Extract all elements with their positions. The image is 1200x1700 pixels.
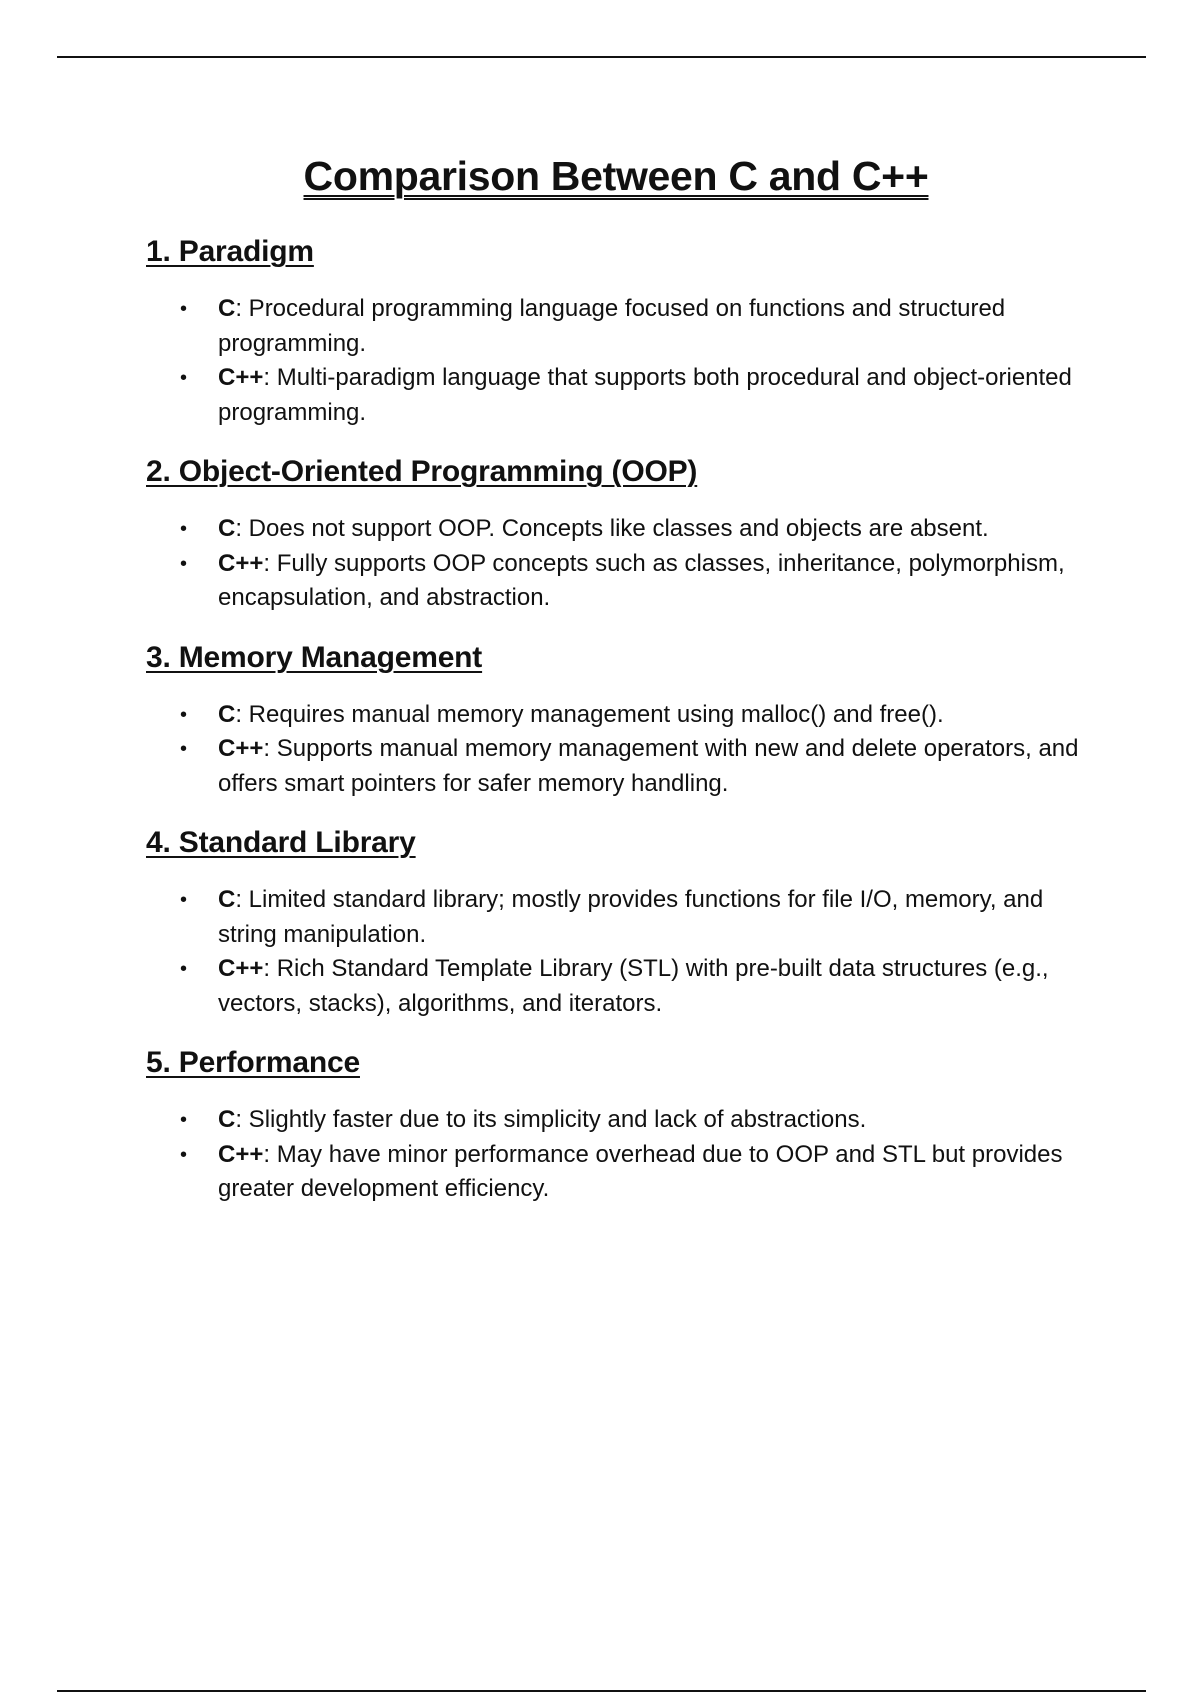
bullet-list <box>146 1103 1086 1207</box>
section-heading: 5. Performance <box>146 1046 360 1079</box>
bullet-icon: • <box>180 552 188 575</box>
bullet-icon: • <box>180 889 188 911</box>
document-body <box>146 150 1086 1229</box>
document-title: Comparison Between C and C++ <box>303 153 929 199</box>
section-standard-library <box>146 823 1086 1021</box>
bullet-icon: • <box>180 1109 188 1131</box>
section-paradigm <box>146 232 1086 430</box>
section-heading: 1. Paradigm <box>146 235 314 268</box>
bullet-icon: • <box>180 738 188 760</box>
bullet-icon: • <box>180 518 188 540</box>
footer-rule <box>57 1690 1146 1692</box>
section-heading: 2. Object-Oriented Programming (OOP) <box>146 455 698 488</box>
list-item: • C: Limited standard library; mostly provides functions for file I/O, memory, and string manipulation. <box>146 883 1086 952</box>
list-item: • C: Does not support OOP. Concepts like classes and objects are absent. <box>146 512 1086 547</box>
bullet-icon: • <box>180 1143 188 1166</box>
list-item: • C: Requires manual memory management using malloc() and free(). <box>146 698 1086 733</box>
list-item: • C: Procedural programming language focused on functions and structured programming. <box>146 292 1086 361</box>
list-item: • C++: May have minor performance overhead due to OOP and STL but provides greater development efficiency. <box>146 1138 1086 1207</box>
section-oop <box>146 452 1086 616</box>
list-item: • C++: Supports manual memory management with new and delete operators, and offers smart pointers for safer memory handling. <box>146 732 1086 801</box>
header-rule <box>57 56 1146 58</box>
bullet-list <box>146 883 1086 1021</box>
bullet-icon: • <box>180 298 188 320</box>
bullet-icon: • <box>180 703 188 726</box>
bullet-list <box>146 512 1086 616</box>
section-performance <box>146 1043 1086 1207</box>
section-heading: 3. Memory Management <box>146 640 483 674</box>
list-item: • C++: Rich Standard Template Library (STL) with pre-built data structures (e.g., vectors, stacks), algorithms, and iterators. <box>146 952 1086 1021</box>
list-item: • C++: Fully supports OOP concepts such as classes, inheritance, polymorphism, encapsulation, and abstraction. <box>146 547 1086 616</box>
bullet-list <box>146 698 1086 802</box>
section-memory-management <box>146 638 1086 802</box>
bullet-icon: • <box>180 958 188 980</box>
list-item: • C++: Multi-paradigm language that supports both procedural and object-oriented programming. <box>146 361 1086 430</box>
section-heading: 4. Standard Library <box>146 826 416 859</box>
bullet-icon: • <box>180 367 188 389</box>
bullet-list <box>146 292 1086 430</box>
list-item: • C: Slightly faster due to its simplicity and lack of abstractions. <box>146 1103 1086 1138</box>
